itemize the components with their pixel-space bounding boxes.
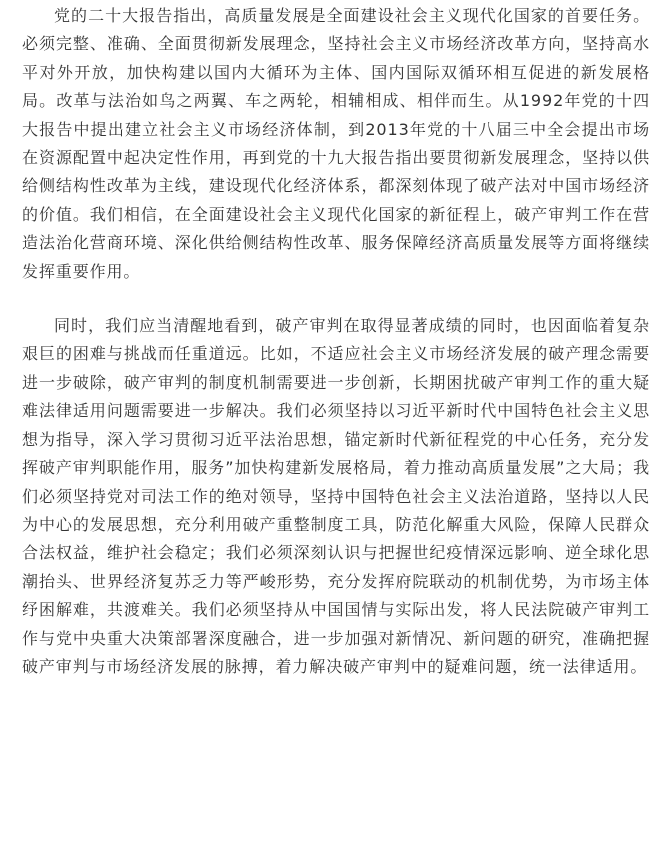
article-paragraph-1: 党的二十大报告指出，高质量发展是全面建设社会主义现代化国家的首要任务。必须完整、准确、全面贯彻新发展理念，坚持社会主义市场经济改革方向，坚持高水平对外开放，加快构建以国内大循环为主体、国内国际双循环相互促进的新发展格局。改革与法治如鸟之两翼、车之两轮，相辅相成、相伴而生。从1992年党的十四大报告中提出建立社会主义市场经济体制，到2013年党的十八届三中全会提出市场在资源配置中起决定性作用，再到党的十九大报告指出要贯彻新发展理念，坚持以供给侧结构性改革为主线，建设现代化经济体系，都深刻体现了破产法对中国市场经济的价值。我们相信，在全面建设社会主义现代化国家的新征程上，破产审判工作在营造法治化营商环境、深化供给侧结构性改革、服务保障经济高质量发展等方面将继续发挥重要作用。 [22, 6, 650, 281]
article-paragraph-2: 同时，我们应当清醒地看到，破产审判在取得显著成绩的同时，也因面临着复杂艰巨的困难与挑战而任重道远。比如，不适应社会主义市场经济发展的破产理念需要进一步破除，破产审判的制度机制需要进一步创新，长期困扰破产审判工作的重大疑难法律适用问题需要进一步解决。我们必须坚持以习近平新时代中国特色社会主义思想为指导，深入学习贯彻习近平法治思想，锚定新时代新征程党的中心任务，充分发挥破产审判职能作用，服务”加快构建新发展格局，着力推动高质量发展”之大局；我们必须坚持党对司法工作的绝对领导，坚持中国特色社会主义法治道路，坚持以人民为中心的发展思想，充分利用破产重整制度工具，防范化解重大风险，保障人民群众合法权益，维护社会稳定；我们必须深刻认识与把握世纪疫情深远影响、逆全球化思潮抬头、世界经济复苏乏力等严峻形势，充分发挥府院联动的机制优势，为市场主体纾困解难，共渡难关。我们必须坚持从中国国情与实际出发，将人民法院破产审判工作与党中央重大决策部署深度融合，进一步加强对新情况、新问题的研究，准确把握破产审判与市场经济发展的脉搏，着力解决破产审判中的疑难问题，统一法律适用。 [22, 316, 650, 676]
article-body [22, 2, 650, 681]
